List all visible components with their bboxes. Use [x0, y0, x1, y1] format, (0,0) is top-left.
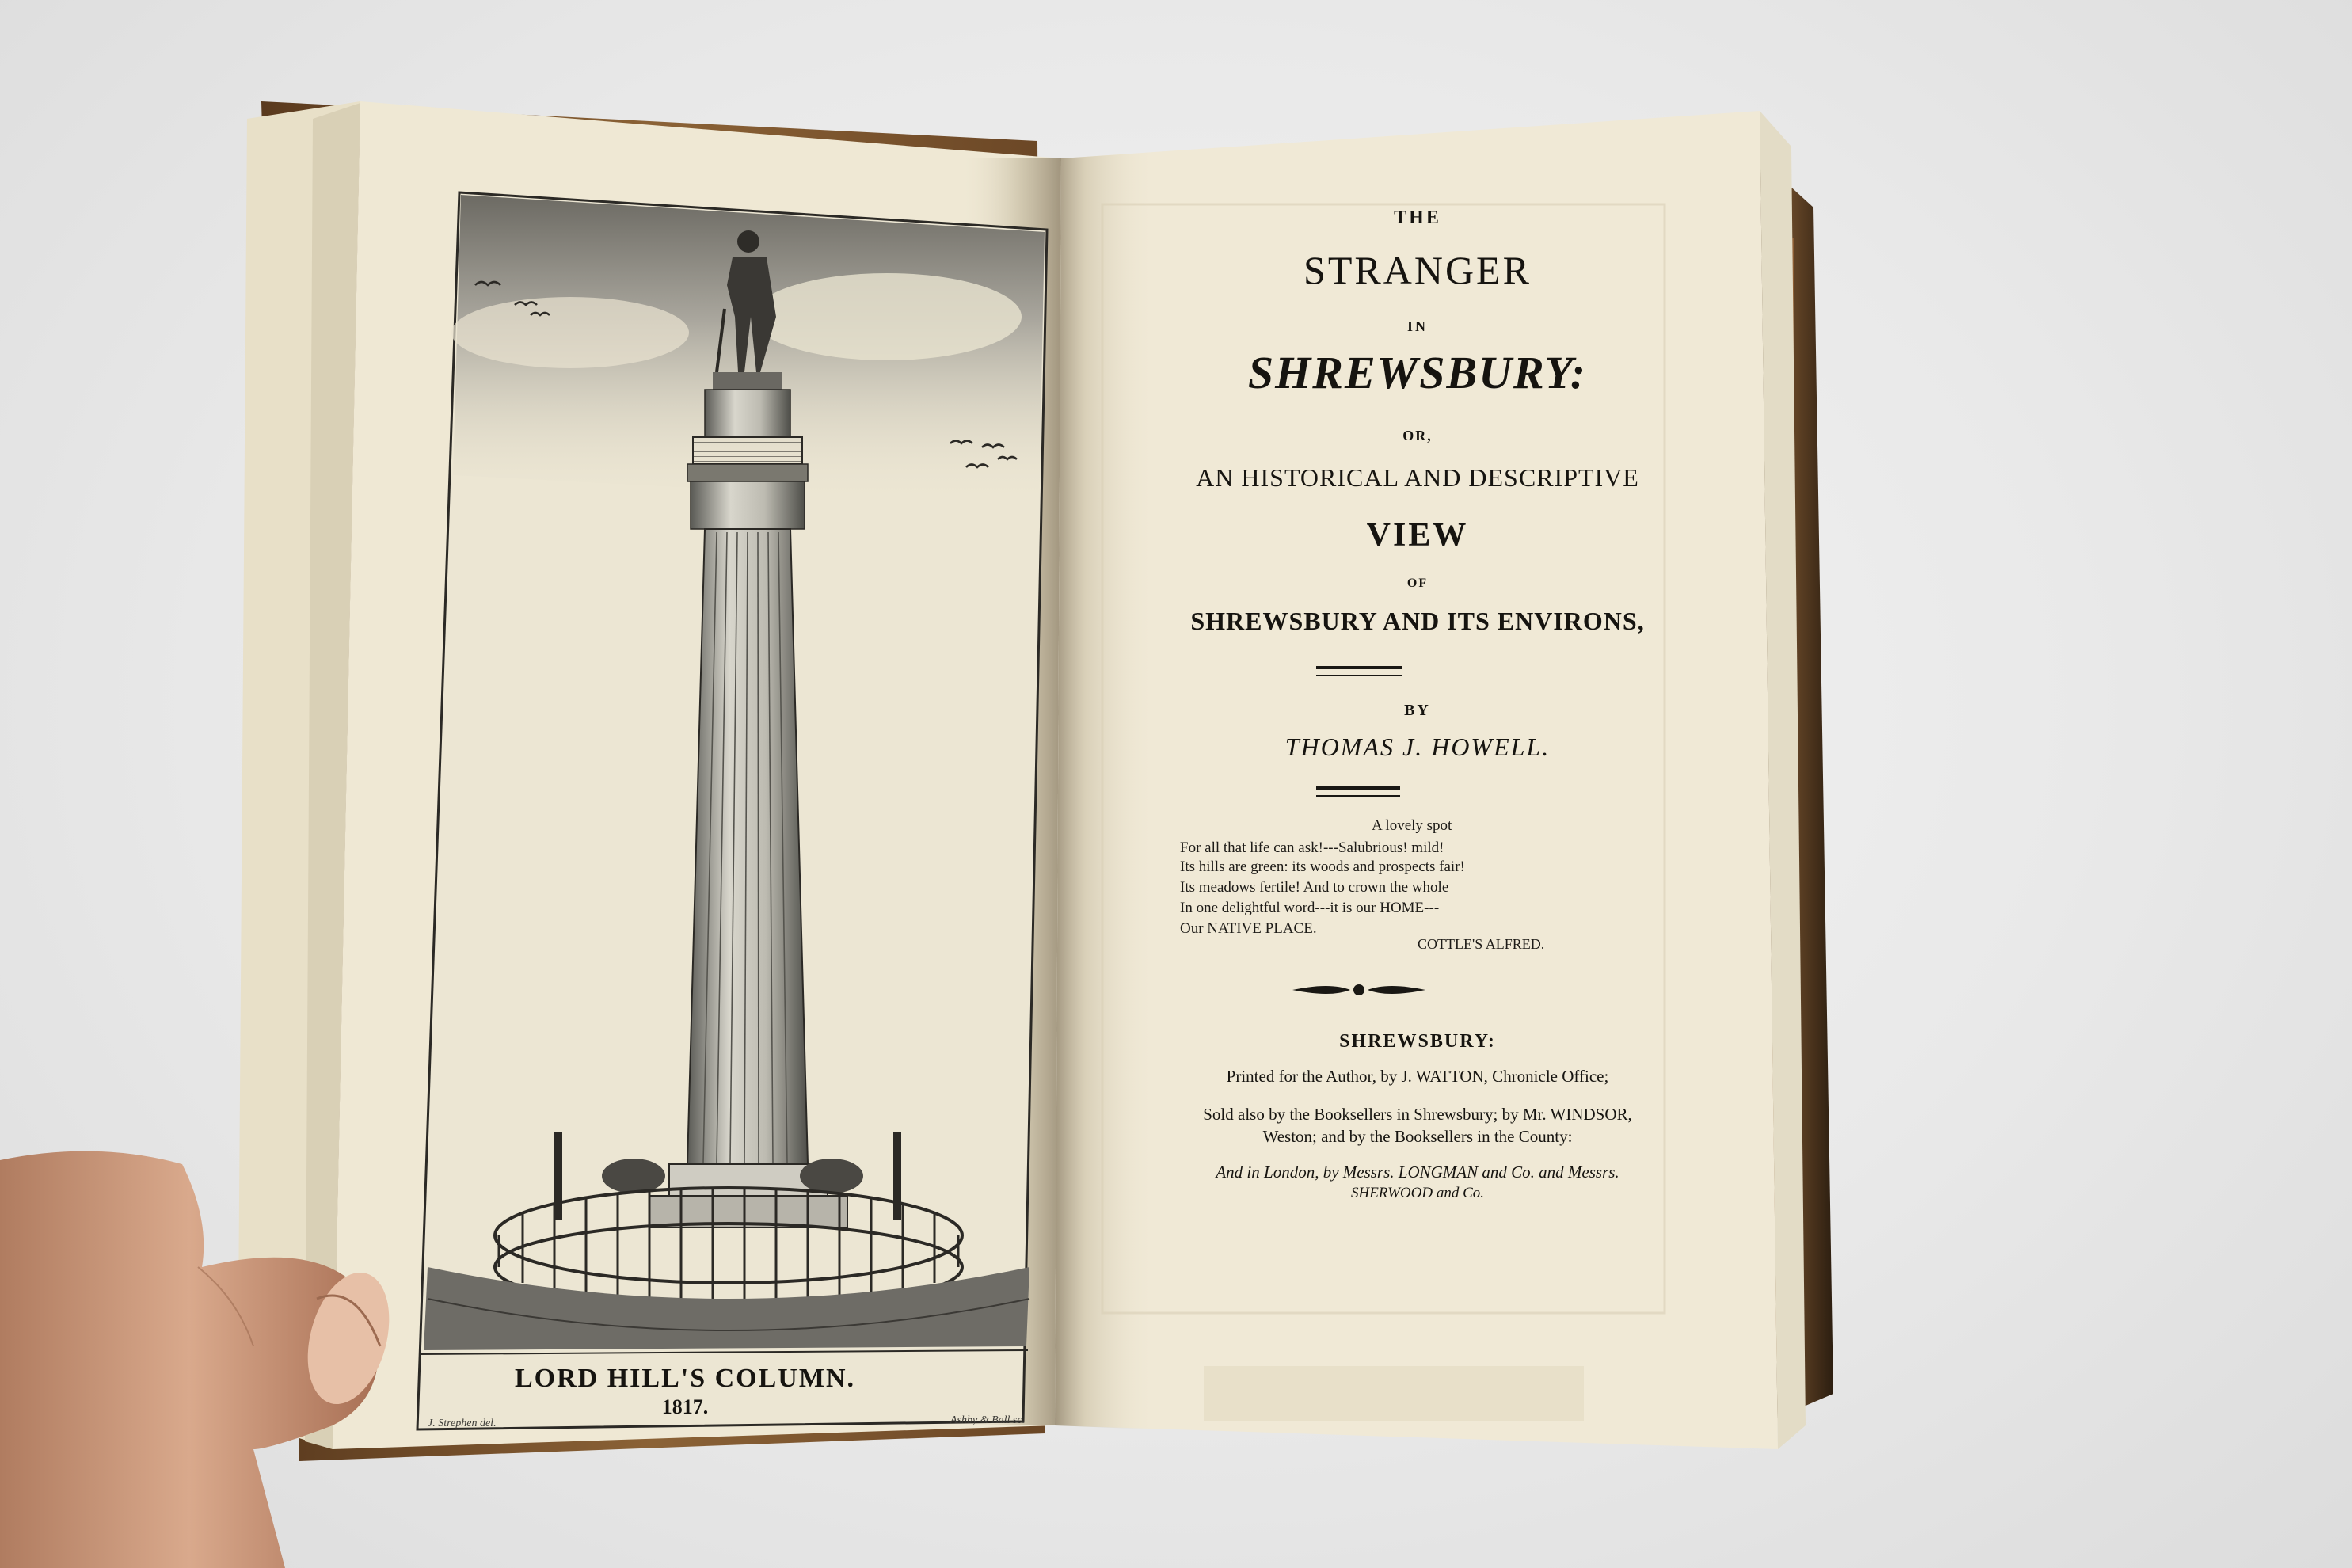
subtitle-line1: AN HISTORICAL AND DESCRIPTIVE [1196, 463, 1639, 492]
title-or: OR, [1402, 428, 1433, 443]
statue-plinth [713, 372, 782, 390]
epigraph-attribution: COTTLE'S ALFRED. [1418, 936, 1545, 952]
imprint-line-3: Weston; and by the Booksellers in the County: [1262, 1127, 1573, 1146]
subtitle-view: VIEW [1366, 517, 1469, 554]
title-place: SHREWSBURY: [1247, 347, 1588, 398]
lion-statue-right [800, 1159, 863, 1193]
author-name: THOMAS J. HOWELL. [1284, 733, 1551, 761]
author-by: BY [1404, 702, 1431, 719]
plate-caption-title: LORD HILL'S COLUMN. [515, 1364, 855, 1393]
engraver-credit-right: Ashby & Ball sc. [950, 1414, 1026, 1426]
imprint-line-1: Printed for the Author, by J. WATTON, Chronicle Office; [1226, 1067, 1609, 1086]
epigraph-line-1: A lovely spot [1372, 817, 1452, 834]
title-in: IN [1406, 318, 1428, 334]
title-main: STRANGER [1303, 248, 1532, 292]
right-page [1055, 111, 1778, 1449]
epigraph-line-5: In one delightful word---it is our HOME--- [1180, 900, 1440, 916]
imprint-place: SHREWSBURY: [1339, 1031, 1496, 1052]
engraver-credit-left: J. Strephen del. [428, 1418, 497, 1429]
imprint-line-4: And in London, by Messrs. LONGMAN and Co. and Messrs. [1216, 1163, 1619, 1182]
imprint-line-5: SHERWOOD and Co. [1350, 1185, 1484, 1201]
lion-statue-left [602, 1159, 665, 1193]
title-pre: THE [1394, 207, 1441, 228]
column-gallery [693, 437, 802, 464]
epigraph-line-6: Our NATIVE PLACE. [1180, 920, 1317, 937]
imprint-line-2: Sold also by the Booksellers in Shrewsbury; by Mr. WINDSOR, [1203, 1105, 1632, 1124]
subtitle-line2: SHREWSBURY AND ITS ENVIRONS, [1190, 607, 1645, 635]
plate-caption-year: 1817. [661, 1395, 709, 1418]
epigraph-line-3: Its hills are green: its woods and prospects fair! [1180, 858, 1465, 875]
epigraph-line-4: Its meadows fertile! And to crown the whole [1180, 879, 1449, 896]
subtitle-of: OF [1406, 577, 1429, 590]
epigraph-line-2: For all that life can ask!---Salubrious! mild! [1180, 839, 1444, 856]
